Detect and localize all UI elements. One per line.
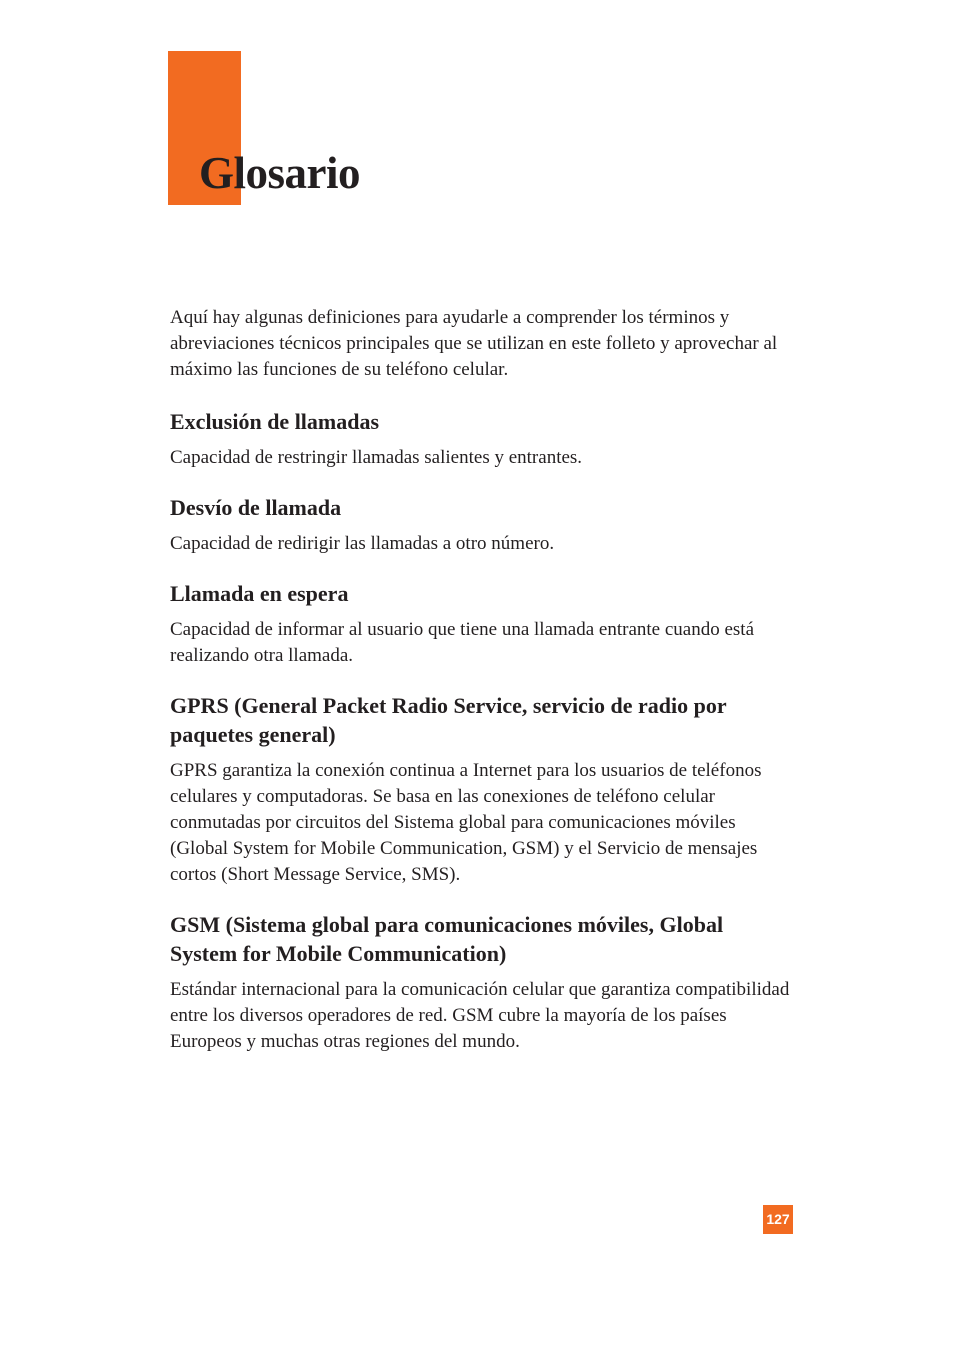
- term-heading: Llamada en espera: [170, 581, 349, 606]
- term-heading: Exclusión de llamadas: [170, 409, 380, 434]
- page-title: Glosario: [199, 148, 360, 198]
- intro-paragraph: Aquí hay algunas definiciones para ayudarle a comprender los términos y abreviaciones técnicos principales que se utilizan en este folleto y aprovechar al máximo las funciones de su teléfono celular.: [170, 307, 778, 380]
- page-number-badge: 127: [763, 1205, 793, 1234]
- glossary-term: [170, 493, 790, 557]
- term-definition: Capacidad de redirigir las llamadas a otro número.: [170, 533, 555, 554]
- term-heading: GSM (Sistema global para comunicaciones móviles, Global System for Mobile Communication): [170, 912, 724, 966]
- term-heading: GPRS (General Packet Radio Service, servicio de radio por paquetes general): [170, 693, 727, 747]
- glossary-term: [170, 579, 790, 669]
- term-definition: Capacidad de restringir llamadas salientes y entrantes.: [170, 447, 583, 468]
- glossary-term: [170, 407, 790, 471]
- term-definition: GPRS garantiza la conexión continua a Internet para los usuarios de teléfonos celulares y computadoras. Se basa en las conexiones de teléfono celular conmutadas por circuitos del Sistema global para comunicaciones móviles (Global System for Mobile Communication, GSM) y el Servicio de mensajes cortos (Short Message Service, SMS).: [170, 760, 762, 885]
- term-definition: Estándar internacional para la comunicación celular que garantiza compatibilidad entre los diversos operadores de red. GSM cubre la mayoría de los países Europeos y muchas otras regiones del mundo.: [170, 979, 790, 1052]
- glossary-content: [170, 305, 790, 1077]
- term-heading: Desvío de llamada: [170, 495, 342, 520]
- term-definition: Capacidad de informar al usuario que tiene una llamada entrante cuando está realizando otra llamada.: [170, 619, 754, 666]
- glossary-term: [170, 910, 790, 1055]
- glossary-term: [170, 691, 790, 888]
